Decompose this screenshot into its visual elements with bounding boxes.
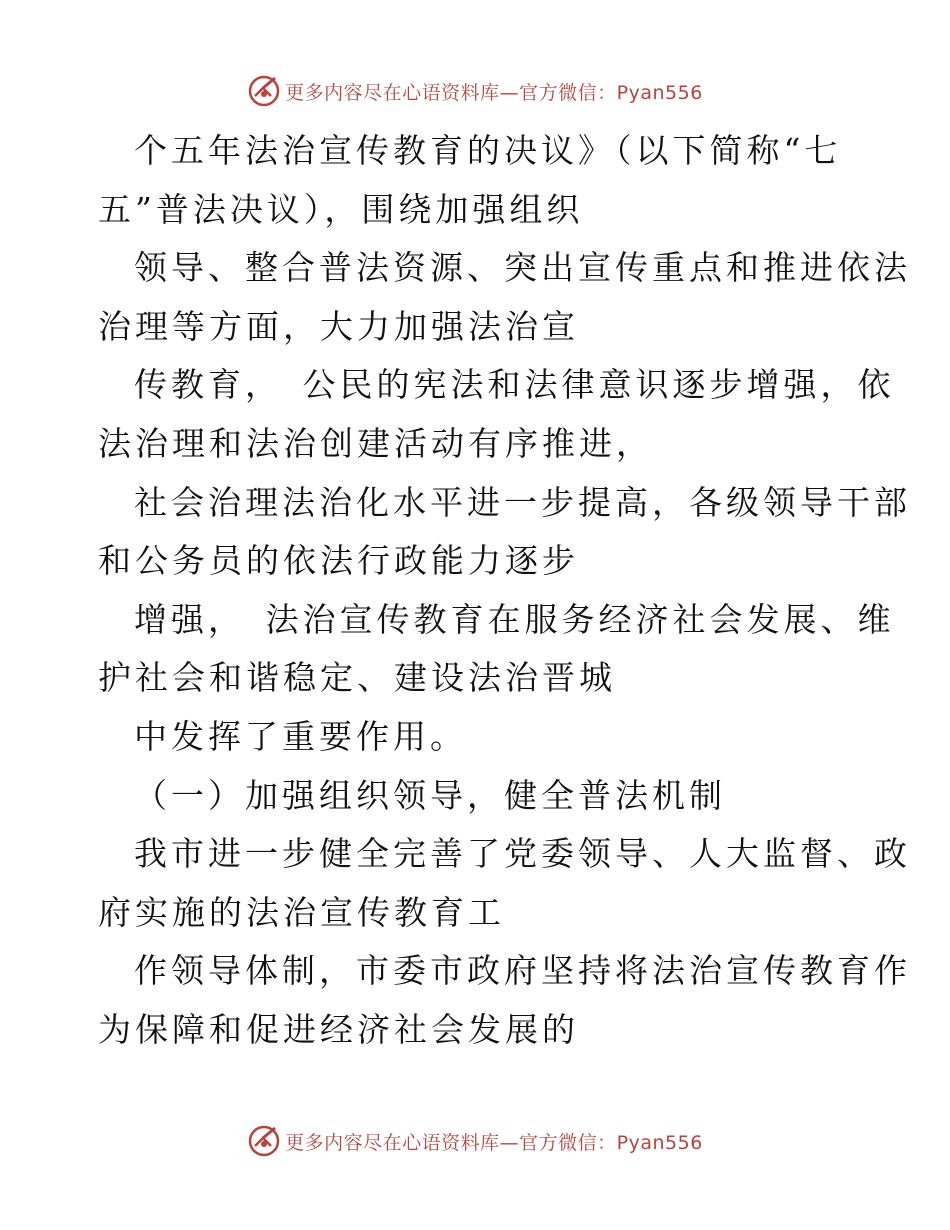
text-line: 法治理和法治创建活动有序推进， — [98, 423, 653, 463]
book-pen-logo-icon — [247, 74, 281, 108]
text-line: 我市进一步健全完善了党委领导、人大监督、政 — [134, 834, 911, 874]
header-watermark — [0, 71, 950, 111]
text-line: 为保障和促进经济社会发展的 — [98, 1009, 579, 1049]
text-line: 领导、整合普法资源、突出宣传重点和推进依法 — [134, 248, 911, 288]
document-body — [98, 122, 911, 1060]
text-line: 社会治理法治化水平进一步提高，各级领导干部 — [134, 482, 911, 522]
book-pen-logo-icon — [247, 1124, 281, 1158]
text-line: 个五年法治宣传教育的决议》（以下简称“七 — [134, 131, 842, 170]
text-line: 和公务员的依法行政能力逐步 — [98, 541, 579, 581]
text-line: 增强， 法治宣传教育在服务经济社会发展、维 — [134, 599, 895, 639]
text-line: 护社会和谐稳定、建设法治晋城 — [98, 658, 616, 698]
text-line: 作领导体制，市委市政府坚持将法治宣传教育作 — [134, 951, 911, 991]
section-heading: （一）加强组织领导，健全普法机制 — [134, 775, 726, 815]
text-line: 五”普法决议），围绕加强组织 — [98, 189, 584, 229]
header-watermark-text: 更多内容尽在心语资料库—官方微信：Pyan556 — [285, 81, 703, 104]
text-line: 中发挥了重要作用。 — [134, 716, 467, 756]
footer-watermark — [0, 1121, 950, 1161]
text-line: 府实施的法治宣传教育工 — [98, 892, 505, 932]
footer-watermark-text: 更多内容尽在心语资料库—官方微信：Pyan556 — [285, 1131, 703, 1154]
text-line: 传教育， 公民的宪法和法律意识逐步增强，依 — [134, 365, 895, 405]
text-line: 治理等方面，大力加强法治宣 — [98, 306, 579, 346]
